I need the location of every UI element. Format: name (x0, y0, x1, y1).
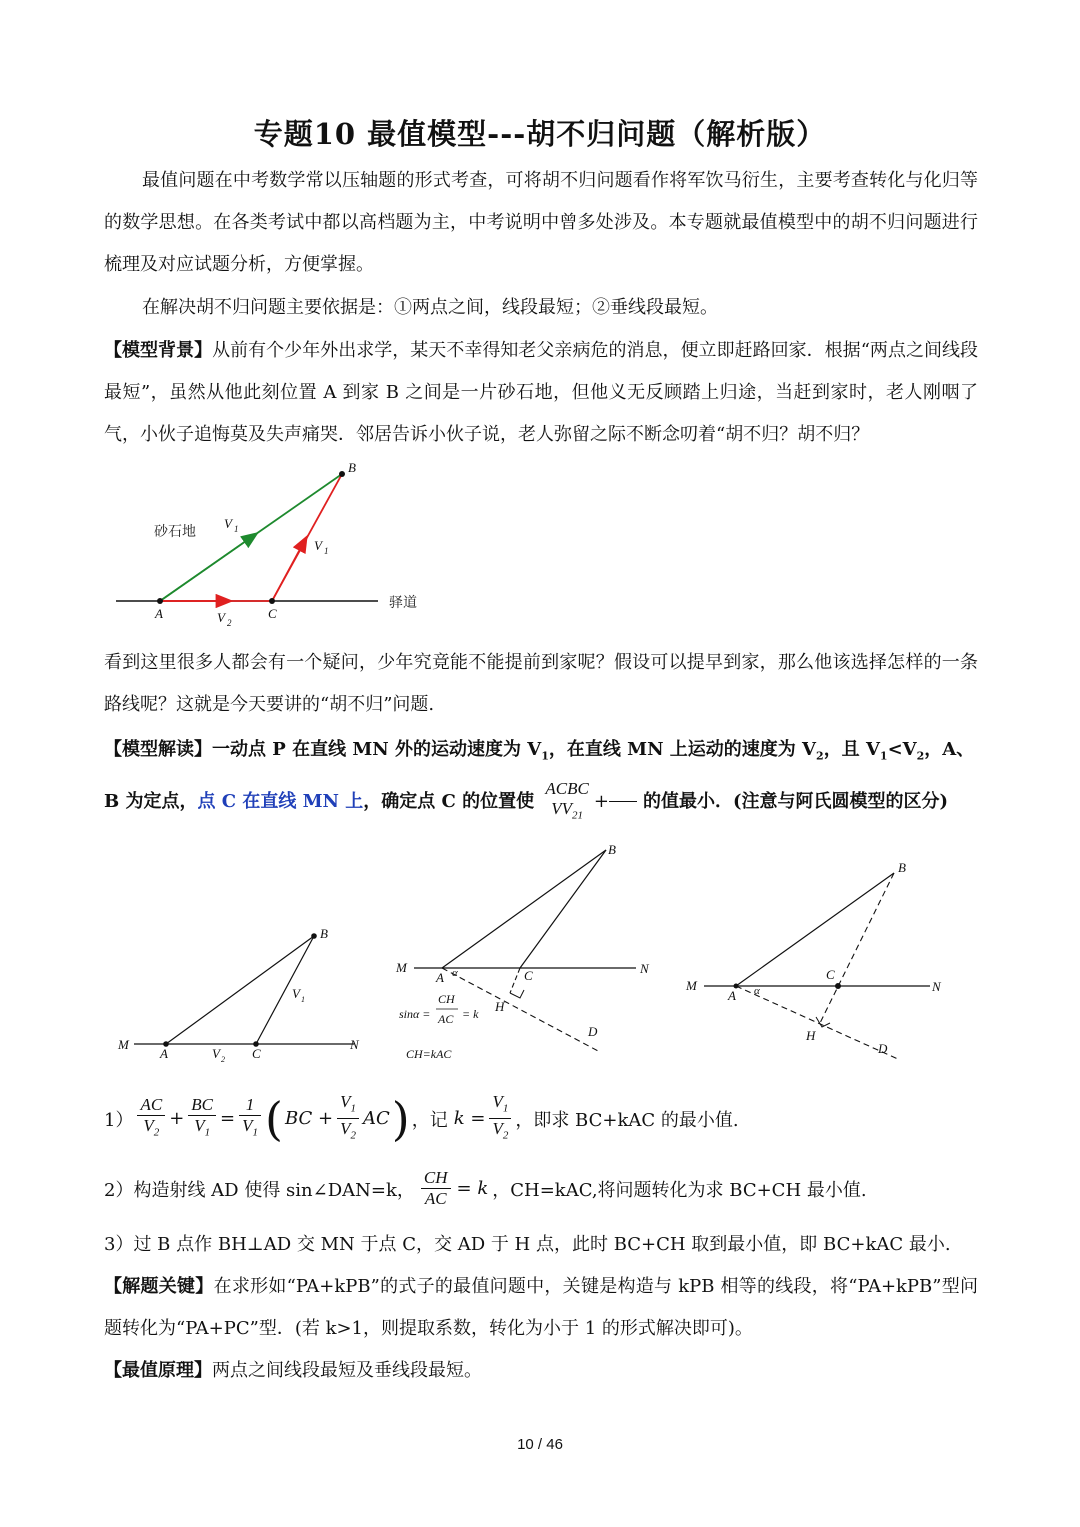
svg-text:H: H (806, 1028, 816, 1043)
svg-text:A: A (728, 988, 736, 1003)
principle-paragraph: 【最值原理】两点之间线段最短及垂线段最短。 (104, 1360, 482, 1381)
svg-text:M: M (396, 960, 407, 975)
key-paragraph: 【解题关键】在求形如“PA+kPB”的式子的最值问题中，关键是构造与 kPB 相等的线段，将“PA+kPB”型问题转化为“PA+PC”型．(若 k>1，则提取系数，转化为小于 1 的形式解决即可)。 (104, 1276, 979, 1339)
point-a (157, 598, 163, 604)
svg-text:B: B (898, 860, 906, 875)
svg-text:M: M (118, 1037, 129, 1052)
svg-text:V: V (292, 986, 300, 1001)
svg-text:C: C (524, 968, 533, 983)
page-number: 10 / 46 (517, 1436, 563, 1453)
label-a: A (155, 606, 163, 621)
svg-text:C: C (826, 967, 835, 982)
svg-text:2: 2 (227, 618, 232, 628)
green-arrow (160, 534, 256, 601)
background-paragraph (104, 330, 978, 456)
basis-paragraph: 在解决胡不归问题主要依据是：①两点之间，线段最短；②垂线段最短。 (142, 297, 718, 318)
intro-paragraph: 最值问题在中考数学常以压轴题的形式考查，可将胡不归问题看作将军饮马衍生，主要考查转化与化归等的数学思想。在各类考试中都以高档题为主，中考说明中曾多处涉及。本专题就最值模型中的胡不归问题进行梳理及对应试题分析，方便掌握。 (104, 170, 978, 275)
svg-text:H: H (495, 999, 505, 1014)
question-paragraph: 看到这里很多人都会有一个疑问，少年究竟能不能提前到家呢？假设可以提早到家，那么他该选择怎样的一条路线呢？这就是今天要讲的“胡不归”问题. (104, 652, 978, 715)
label-road: 驿道 (389, 595, 417, 611)
svg-text:B: B (320, 926, 328, 941)
svg-text:1: 1 (324, 546, 329, 556)
svg-text:M: M (686, 978, 697, 993)
svg-text:D: D (588, 1024, 598, 1039)
step-1: 1） $\frac{AC}{V_2}$ + $\frac{BC}{V_1}$ = $\frac{1}{V_1}$ ( BC + $\frac{V_1}{V_2}$ AC ) ，记 k = $\frac{V_1}{V_2}$ ，即求 BC+kAC 的最小值. (104, 1091, 739, 1146)
svg-text:A: A (436, 970, 444, 985)
objective-fraction: ACBC $VV_{21}$ (545, 778, 589, 821)
svg-text:N: N (640, 961, 649, 976)
svg-text:CH: CH (438, 992, 455, 1006)
svg-text:1: 1 (301, 995, 305, 1004)
svg-text:N: N (932, 979, 941, 994)
step-3: 3）过 B 点作 BH⊥AD 交 MN 于点 C，交 AD 于 H 点，此时 BC+CH 取到最小值，即 BC+kAC 最小. (104, 1234, 951, 1255)
svg-text:1: 1 (234, 524, 239, 534)
figure-model-solution (680, 855, 950, 1065)
svg-text:= k: = k (462, 1007, 479, 1021)
svg-text:AC: AC (438, 1012, 454, 1026)
point-b (339, 471, 345, 477)
svg-text:B: B (608, 842, 616, 857)
background-text: 从前有个少年外出求学，某天不幸得知老父亲病危的消息，便立即赶路回家．根据“两点之间线段最短”，虽然从他此刻位置 A 到家 B 之间是一片砂石地，但他义无反顾踏上归途，当赶到家时，老人刚咽了气，小伙子追悔莫及失声痛哭．邻居告诉小伙子说，老人弥留之际不断念叨着“胡不归？胡不归？ (104, 340, 979, 445)
step-2: 2）构造射线 AD 使得 sin∠DAN=k， $\frac{CH}{AC}$ = k ，CH=kAC,将问题转化为求 BC+CH 最小值. (104, 1168, 867, 1208)
label-sand: 砂石地 (154, 524, 196, 540)
svg-text:α: α (452, 967, 458, 979)
label-v1-red: V (314, 538, 322, 553)
figure-model-basic (104, 920, 374, 1070)
figure-road-diagram (104, 452, 444, 632)
background-tag: 【模型背景】 (104, 340, 213, 361)
label-v1-green: V (224, 516, 232, 531)
label-b: B (348, 460, 356, 475)
label-v2: V (217, 610, 225, 625)
svg-text:A: A (160, 1046, 168, 1061)
red-arrow-cb (272, 538, 306, 601)
label-c: C (268, 606, 277, 621)
svg-text:sinα =: sinα = (399, 1007, 431, 1021)
figure-model-construction (392, 840, 662, 1070)
page-title: 专题10 最值模型---胡不归问题（解析版） (253, 117, 827, 151)
point-c (269, 598, 275, 604)
svg-text:D: D (878, 1041, 888, 1056)
svg-text:2: 2 (221, 1055, 225, 1064)
svg-text:CH=kAC: CH=kAC (406, 1047, 452, 1061)
interpret-paragraph: 【模型解读】一动点 P 在直线 MN 外的运动速度为 $V_1$，在直线 MN 上运动的速度为 $V_2$，且 $V_1<V_2$，A、 B 为定点，点 C 在直线 MN 上，确定点 C 的位置使 ACBC $VV_{21}$ + 的值最小．(注意与阿氏圆模型的区分) (104, 728, 978, 825)
svg-text:α: α (754, 985, 760, 997)
svg-text:N: N (350, 1037, 359, 1052)
svg-text:C: C (252, 1046, 261, 1061)
highlight-point-c: 点 C 在直线 MN 上 (197, 790, 364, 812)
svg-text:V: V (212, 1046, 220, 1061)
